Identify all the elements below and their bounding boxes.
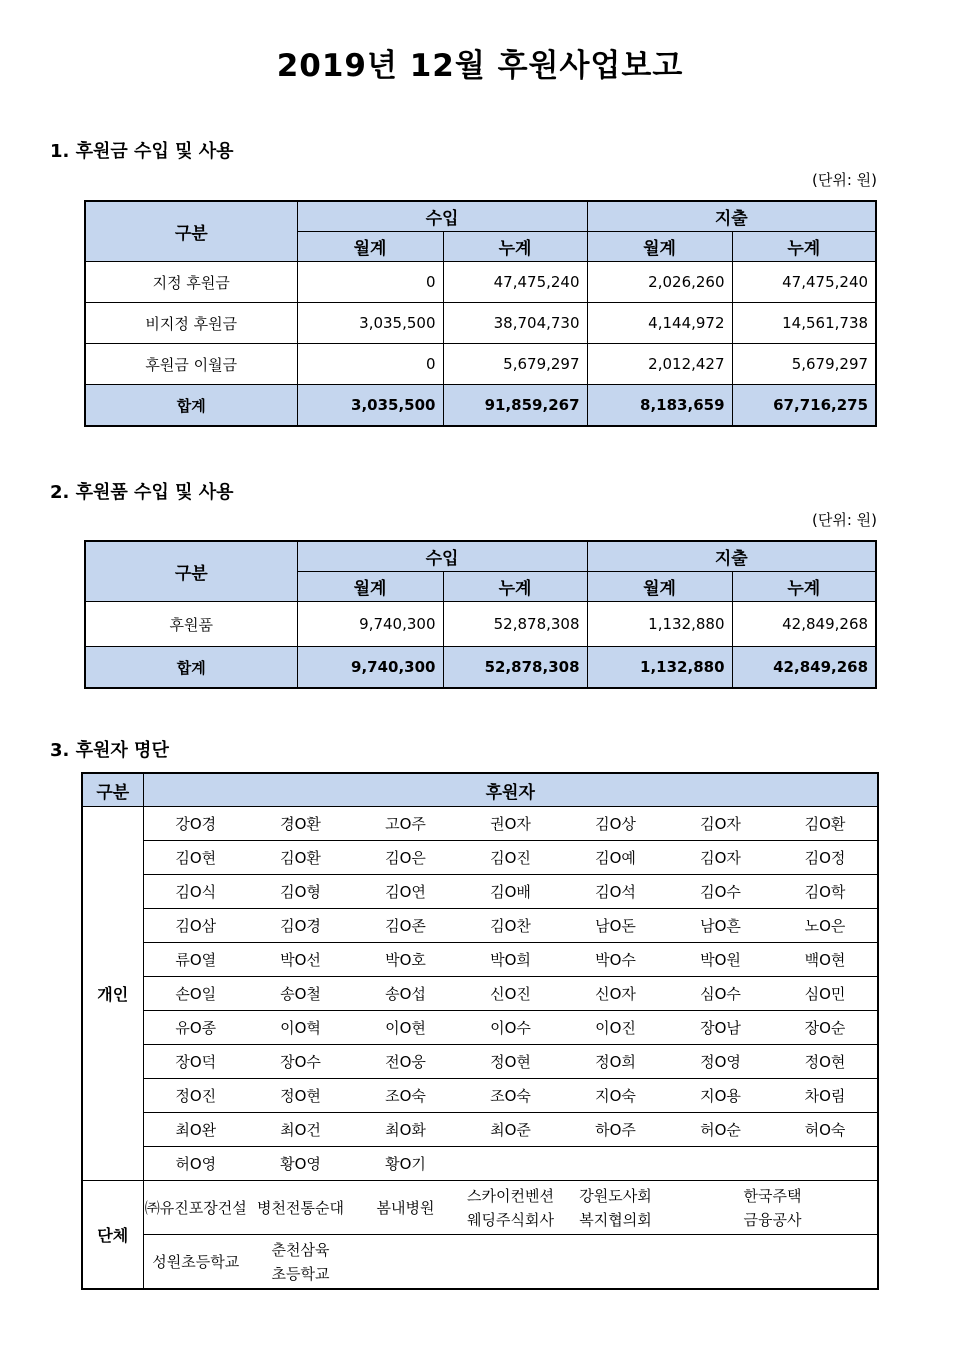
donor-name: 박O호 [353, 943, 458, 977]
group-donor-line: 병천전통순대 [257, 1198, 344, 1217]
donor-name: 최O준 [458, 1113, 563, 1147]
donor-name: 허O순 [668, 1113, 773, 1147]
donor-name: 정O현 [248, 1079, 353, 1113]
cell-expense-monthly: 2,012,427 [587, 344, 732, 385]
donor-name: 김O학 [773, 875, 878, 909]
group-donor-name [458, 1235, 563, 1290]
header-income-monthly: 월계 [297, 572, 443, 602]
donor-name [563, 1147, 668, 1181]
section1-unit: (단위: 원) [812, 171, 877, 189]
donor-name: 김O연 [353, 875, 458, 909]
total-income-cumulative: 91,859,267 [443, 385, 587, 427]
total-income-cumulative: 52,878,308 [443, 647, 587, 689]
row-label: 지정 후원금 [85, 262, 297, 303]
donor-name: 신O진 [458, 977, 563, 1011]
donor-name: 김O경 [248, 909, 353, 943]
total-row [85, 647, 876, 689]
table-row [82, 807, 878, 841]
donor-name: 경O환 [248, 807, 353, 841]
header-category: 구분 [85, 201, 297, 262]
donor-name: 김O진 [458, 841, 563, 875]
group-donor-line: 한국주택 [743, 1186, 802, 1205]
donor-name: 이O수 [458, 1011, 563, 1045]
table-row [82, 1045, 878, 1079]
donor-name: 강O경 [143, 807, 248, 841]
category-individual: 개인 [82, 807, 143, 1181]
donor-name: 노O은 [773, 909, 878, 943]
group-donor-name [143, 1235, 248, 1290]
donor-name: 최O화 [353, 1113, 458, 1147]
donor-name: 유O종 [143, 1011, 248, 1045]
header-expense: 지출 [587, 541, 876, 572]
table-row [82, 909, 878, 943]
donor-name: 김O환 [248, 841, 353, 875]
donor-name: 장O남 [668, 1011, 773, 1045]
total-expense-monthly: 1,132,880 [587, 647, 732, 689]
group-donor-name [563, 1235, 668, 1290]
donor-name: 김O예 [563, 841, 668, 875]
header-donors: 후원자 [143, 773, 878, 807]
donor-name: 이O현 [353, 1011, 458, 1045]
category-group: 단체 [82, 1181, 143, 1290]
donor-name: 최O건 [248, 1113, 353, 1147]
donor-name: 최O완 [143, 1113, 248, 1147]
donor-name: 김O자 [668, 841, 773, 875]
row-label: 후원품 [85, 602, 297, 647]
group-donor-name [668, 1235, 878, 1290]
group-donor-name [458, 1181, 563, 1235]
total-label: 합계 [85, 385, 297, 427]
group-donor-name [248, 1181, 353, 1235]
donor-name: 김O상 [563, 807, 668, 841]
group-donor-line: 복지협의회 [579, 1210, 652, 1229]
group-donor-line: 금융공사 [743, 1210, 802, 1229]
cell-expense-monthly: 2,026,260 [587, 262, 732, 303]
cell-expense-cumulative: 5,679,297 [732, 344, 876, 385]
donor-name: 심O민 [773, 977, 878, 1011]
donor-name: 김O환 [773, 807, 878, 841]
cell-income-cumulative: 52,878,308 [443, 602, 587, 647]
header-income-cumulative: 누계 [443, 232, 587, 262]
cell-income-monthly: 9,740,300 [297, 602, 443, 647]
table-row [85, 303, 876, 344]
donor-name [668, 1147, 773, 1181]
donor-name: 권O자 [458, 807, 563, 841]
donor-name: 지O숙 [563, 1079, 668, 1113]
donor-name: 남O돈 [563, 909, 668, 943]
donor-name: 하O주 [563, 1113, 668, 1147]
cell-expense-monthly: 1,132,880 [587, 602, 732, 647]
donor-name: 장O순 [773, 1011, 878, 1045]
donor-name: 심O수 [668, 977, 773, 1011]
donor-name: 정O영 [668, 1045, 773, 1079]
donor-name [458, 1147, 563, 1181]
donor-name: 정O현 [773, 1045, 878, 1079]
total-income-monthly: 9,740,300 [297, 647, 443, 689]
cell-income-monthly: 0 [297, 262, 443, 303]
table-row [82, 841, 878, 875]
donor-name: 김O식 [143, 875, 248, 909]
group-donor-line: 웨딩주식회사 [467, 1210, 554, 1229]
cell-income-cumulative: 38,704,730 [443, 303, 587, 344]
donor-name: 차O림 [773, 1079, 878, 1113]
donor-list-table [81, 772, 879, 1290]
total-row [85, 385, 876, 427]
group-donor-name [353, 1181, 458, 1235]
group-donor-line: 춘천삼육 [271, 1240, 330, 1259]
header-expense-cumulative: 누계 [732, 572, 876, 602]
donor-name: 허O영 [143, 1147, 248, 1181]
donor-name: 박O희 [458, 943, 563, 977]
group-donor-name [248, 1235, 353, 1290]
donor-name: 박O선 [248, 943, 353, 977]
donor-header-row [82, 773, 878, 807]
donated-goods-table [84, 540, 877, 689]
donor-name: 전O웅 [353, 1045, 458, 1079]
donor-name: 손O일 [143, 977, 248, 1011]
header-expense-monthly: 월계 [587, 572, 732, 602]
donor-name: 고O주 [353, 807, 458, 841]
donor-name: 정O희 [563, 1045, 668, 1079]
donor-name: 정O진 [143, 1079, 248, 1113]
donor-name: 황O영 [248, 1147, 353, 1181]
donor-name: 신O자 [563, 977, 668, 1011]
donor-name: 김O자 [668, 807, 773, 841]
cell-expense-cumulative: 47,475,240 [732, 262, 876, 303]
table-row [85, 344, 876, 385]
donor-name: 조O숙 [353, 1079, 458, 1113]
donor-name: 정O현 [458, 1045, 563, 1079]
total-expense-cumulative: 42,849,268 [732, 647, 876, 689]
table-row [82, 1011, 878, 1045]
group-donor-name [563, 1181, 668, 1235]
donor-name: 이O진 [563, 1011, 668, 1045]
cell-income-cumulative: 5,679,297 [443, 344, 587, 385]
header-income-monthly: 월계 [297, 232, 443, 262]
donor-name: 김O배 [458, 875, 563, 909]
section3-heading: 3. 후원자 명단 [50, 740, 169, 761]
group-donor-line: ㈜유진포장건설 [144, 1198, 247, 1217]
group-donor-name [353, 1235, 458, 1290]
donor-name: 김O형 [248, 875, 353, 909]
header-expense-cumulative: 누계 [732, 232, 876, 262]
section2-unit: (단위: 원) [812, 511, 877, 529]
table-row [82, 875, 878, 909]
donor-name: 백O현 [773, 943, 878, 977]
donor-name: 송O철 [248, 977, 353, 1011]
group-donor-line: 스카이컨벤션 [467, 1186, 554, 1205]
cell-income-cumulative: 47,475,240 [443, 262, 587, 303]
cell-expense-cumulative: 42,849,268 [732, 602, 876, 647]
group-donor-line: 성원초등학교 [152, 1252, 240, 1271]
donor-name: 김O수 [668, 875, 773, 909]
donor-name: 박O수 [563, 943, 668, 977]
donor-name: 허O숙 [773, 1113, 878, 1147]
donor-name: 김O현 [143, 841, 248, 875]
table-row [82, 943, 878, 977]
total-expense-monthly: 8,183,659 [587, 385, 732, 427]
donor-name [773, 1147, 878, 1181]
header-expense-monthly: 월계 [587, 232, 732, 262]
page-title: 2019년 12월 후원사업보고 [276, 48, 684, 84]
donation-money-table [84, 200, 877, 427]
header-category: 구분 [82, 773, 143, 807]
table-row [82, 1113, 878, 1147]
group-donor-line: 초등학교 [271, 1264, 330, 1283]
donor-name: 황O기 [353, 1147, 458, 1181]
total-income-monthly: 3,035,500 [297, 385, 443, 427]
cell-income-monthly: 0 [297, 344, 443, 385]
table-row [82, 1181, 878, 1235]
donor-name: 조O숙 [458, 1079, 563, 1113]
donor-name: 류O열 [143, 943, 248, 977]
group-donor-name [668, 1181, 878, 1235]
donor-name: 김O정 [773, 841, 878, 875]
group-donor-line: 강원도사회 [579, 1186, 652, 1205]
header-income: 수입 [297, 541, 587, 572]
donor-name: 김O존 [353, 909, 458, 943]
row-label: 후원금 이월금 [85, 344, 297, 385]
cell-income-monthly: 3,035,500 [297, 303, 443, 344]
table-row [85, 602, 876, 647]
cell-expense-monthly: 4,144,972 [587, 303, 732, 344]
table-row [82, 1235, 878, 1290]
donor-name: 김O은 [353, 841, 458, 875]
table-row [82, 1079, 878, 1113]
donor-name: 송O섭 [353, 977, 458, 1011]
donor-name: 이O혁 [248, 1011, 353, 1045]
table-row [85, 262, 876, 303]
donor-name: 남O흔 [668, 909, 773, 943]
table-row [82, 1147, 878, 1181]
donor-name: 김O석 [563, 875, 668, 909]
donor-name: 박O원 [668, 943, 773, 977]
donor-name: 장O덕 [143, 1045, 248, 1079]
header-expense: 지출 [587, 201, 876, 232]
section2-heading: 2. 후원품 수입 및 사용 [50, 482, 234, 503]
cell-expense-cumulative: 14,561,738 [732, 303, 876, 344]
group-donor-line: 봄내병원 [376, 1198, 435, 1217]
total-expense-cumulative: 67,716,275 [732, 385, 876, 427]
row-label: 비지정 후원금 [85, 303, 297, 344]
donor-name: 장O수 [248, 1045, 353, 1079]
group-donor-name [143, 1181, 248, 1235]
donor-name: 김O삼 [143, 909, 248, 943]
header-income-cumulative: 누계 [443, 572, 587, 602]
header-category: 구분 [85, 541, 297, 602]
table-row [82, 977, 878, 1011]
header-income: 수입 [297, 201, 587, 232]
total-label: 합계 [85, 647, 297, 689]
donor-name: 지O용 [668, 1079, 773, 1113]
section1-heading: 1. 후원금 수입 및 사용 [50, 141, 234, 162]
donor-name: 김O찬 [458, 909, 563, 943]
